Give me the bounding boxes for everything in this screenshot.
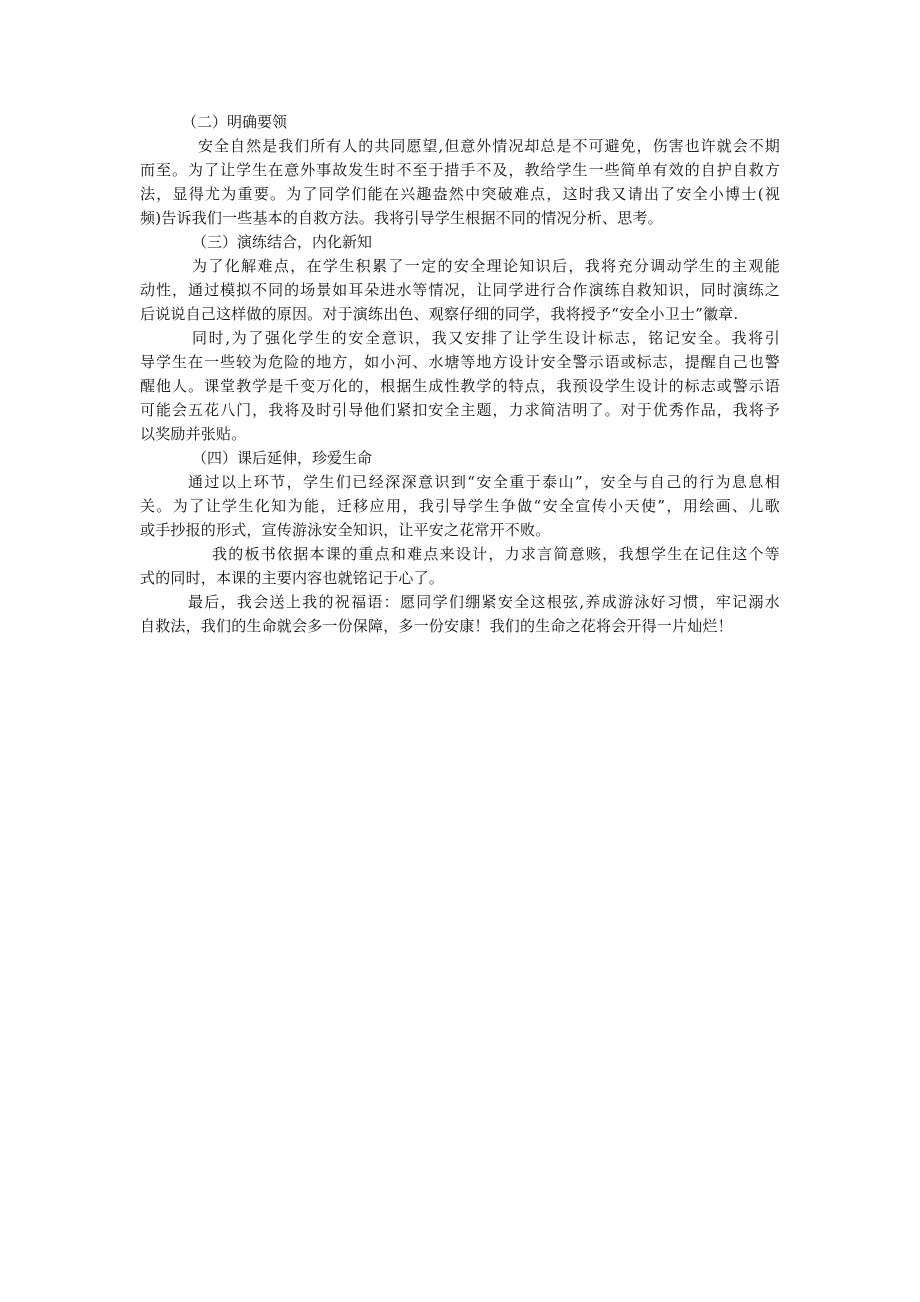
paragraph-section3-1 bbox=[140, 254, 780, 326]
section-heading-3: （三）演练结合，内化新知 bbox=[192, 233, 373, 251]
paragraph-section3-2 bbox=[140, 326, 780, 446]
paragraph-line: 醒他人。课堂教学是千变万化的，根据生成性教学的特点，我预设学生设计的标志或警示语 bbox=[140, 377, 780, 395]
paragraph-line: 式的同时，本课的主要内容也就铭记于心了。 bbox=[140, 569, 445, 587]
paragraph-line: 频)告诉我们一些基本的自救方法。我将引导学生根据不同的情况分析、思考。 bbox=[140, 209, 663, 227]
paragraph-line: 关。为了让学生化知为能，迁移应用，我引导学生争做“安全宣传小天使”，用绘画、儿歌 bbox=[140, 497, 780, 515]
section-heading-4: （四）课后延伸，珍爱生命 bbox=[192, 449, 373, 467]
paragraph-section4-2 bbox=[140, 542, 780, 590]
paragraph-line: 我的板书依据本课的重点和难点来设计，力求言简意赅，我想学生在记住这个等 bbox=[212, 545, 780, 563]
paragraph-line: 后说说自己这样做的原因。对于演练出色、观察仔细的同学，我将授予“安全小卫士”徽章. bbox=[140, 305, 739, 323]
paragraph-line: 法，显得尤为重要。为了同学们能在兴趣盎然中突破难点，这时我又请出了安全小博士(视 bbox=[140, 185, 780, 203]
paragraph-line: 可能会五花八门，我将及时引导他们紧扣安全主题，力求简洁明了。对于优秀作品，我将予 bbox=[140, 401, 780, 419]
paragraph-section4-1 bbox=[140, 470, 780, 542]
paragraph-line: 通过以上环节，学生们已经深深意识到“安全重于泰山”，安全与自己的行为息息相 bbox=[188, 473, 780, 491]
section-heading-2: （二）明确要领 bbox=[182, 113, 288, 131]
paragraph-line: 同时,为了强化学生的安全意识，我又安排了让学生设计标志，铭记安全。我将引 bbox=[192, 329, 780, 347]
paragraph-line: 或手抄报的形式，宣传游泳安全知识，让平安之花常开不败。 bbox=[140, 521, 551, 539]
paragraph-line: 为了化解难点，在学生积累了一定的安全理论知识后，我将充分调动学生的主观能 bbox=[192, 257, 780, 275]
paragraph-line: 自救法，我们的生命就会多一份保障，多一份安康！我们的生命之花将会开得一片灿烂！ bbox=[140, 617, 733, 635]
paragraph-section4-3 bbox=[140, 590, 780, 638]
paragraph-line: 而至。为了让学生在意外事故发生时不至于措手不及，教给学生一些简单有效的自护自救方 bbox=[140, 161, 780, 179]
paragraph-line: 安全自然是我们所有人的共同愿望,但意外情况却总是不可避免，伤害也许就会不期 bbox=[198, 137, 780, 155]
paragraph-line: 动性，通过模拟不同的场景如耳朵进水等情况，让同学进行合作演练自救知识，同时演练之 bbox=[140, 281, 780, 299]
paragraph-line: 最后，我会送上我的祝福语：愿同学们绷紧安全这根弦,养成游泳好习惯，牢记溺水 bbox=[188, 593, 780, 611]
paragraph-line: 以奖励并张贴。 bbox=[140, 425, 247, 443]
paragraph-section2 bbox=[140, 134, 780, 230]
paragraph-line: 导学生在一些较为危险的地方，如小河、水塘等地方设计安全警示语或标志，提醒自己也警 bbox=[140, 353, 780, 371]
document-body bbox=[140, 110, 780, 638]
